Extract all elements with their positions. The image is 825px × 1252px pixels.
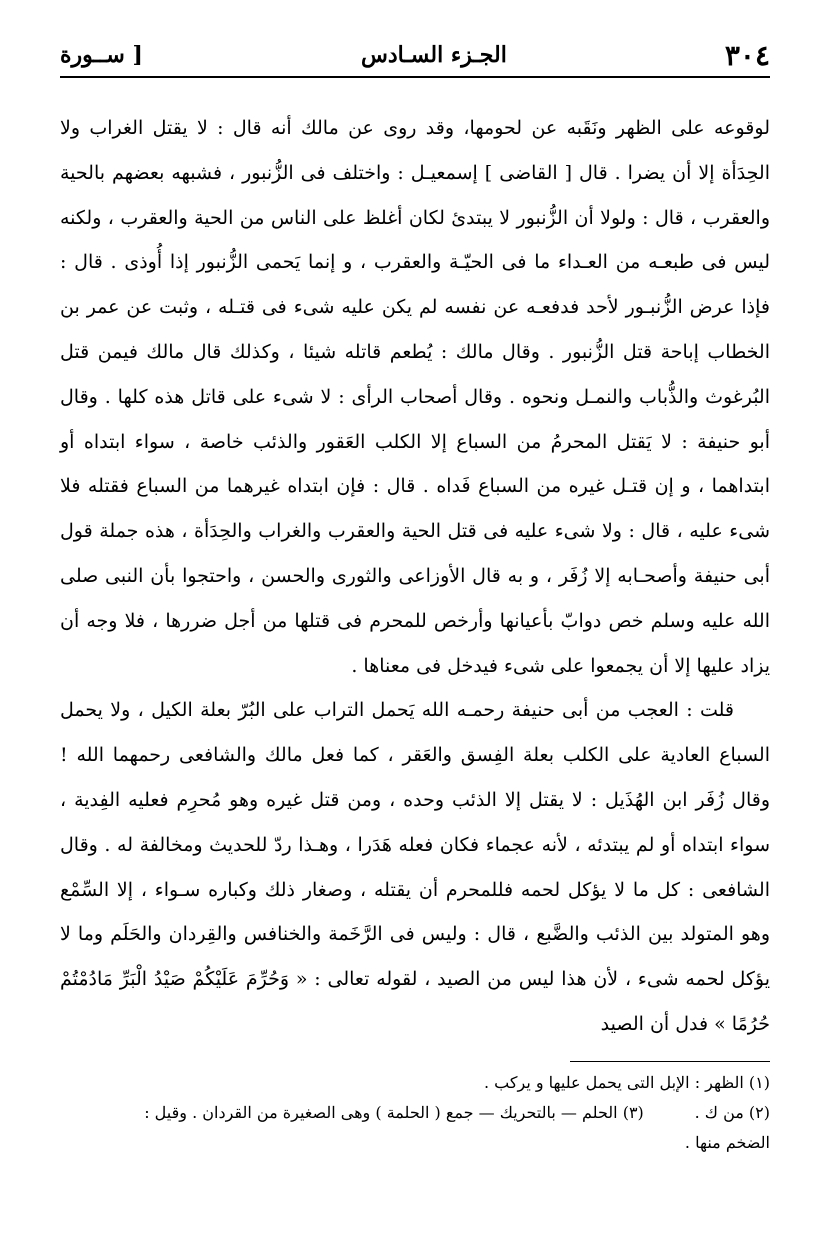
footnote-2-3: (٢) من ك . (٣) الحلم — بالتحريك — جمع ( الحلمة ) وهى الصغيرة من القردان . وقيل : bbox=[144, 1102, 770, 1122]
main-text bbox=[60, 106, 770, 1047]
header-rule bbox=[60, 76, 770, 78]
paragraph-1: لوقوعه على الظهر ونَقَبه عن لحومها، وقد روى عن مالك أنه قال : لا يقتل الغراب ولا الحِدَأة إلا أن يضرا . قال [ القاضى ] إسمعيـل : واختلف فى الزُّنبور ، فشبهه بعضهم بالحية والعقرب ، قال : ولولا أن الزُّنبور لا يبتدئ لكان أغلظ على الناس من الحية والعقرب ، ولكنه ليس فى طبعـه من العـداء ما فى الحيّـة والعقرب ، و إنما يَحمى الزُّنبور إذا أُوذى . قال : فإذا عرض الزُّنبـور لأحد فدفعـه عن نفسه لم يكن عليه شىء فى قتـله ، وثبت عن عمر بن الخطاب إباحة قتل الزُّنبور . وقال مالك : يُطعم قاتله شيئا ، وكذلك قال مالك فيمن قتل البُرغوث والذُّباب والنمـل ونحوه . وقال أصحاب الرأى : لا شىء على قاتل هذه كلها . وقال أبو حنيفة : لا يَقتل المحرمُ من السباع إلا الكلب العَقور والذئب خاصة ، سواء ابتداه أو ابتداهما ، و إن قتـل غيره من السباع فَداه . قال : فإن ابتداه غيرهما من السباع فقتله فلا شىء عليه ، قال : ولا شىء عليه فى قتل الحية والعقرب والغراب والحِدَأة ، هذه جملة قول أبى حنيفة وأصحـابه إلا زُفَر ، و به قال الأوزاعى والثورى والحسن ، واحتجوا بأن النبى صلى الله عليه وسلم خص دوابّ بأعيانها وأرخص للمحرم فى قتلها من أجل ضررها ، فلا وجه أن يزاد عليها إلا أن يجمعوا على شىء فيدخل فى معناها . bbox=[60, 117, 771, 677]
footnotes bbox=[60, 1068, 770, 1158]
surah-label: [ ســورة bbox=[60, 42, 143, 68]
footnote-3-continued: الضخم منها . bbox=[684, 1132, 770, 1152]
footnote-rule bbox=[570, 1061, 770, 1062]
part-title: الجـزء السـادس bbox=[360, 42, 507, 68]
page bbox=[60, 30, 770, 1230]
footnote-1: (١) الظهر : الإبل التى يحمل عليها و يركب . bbox=[483, 1072, 770, 1092]
paragraph-2: قلت : العجب من أبى حنيفة رحمـه الله يَحمل التراب على البُرّ بعلة الكيل ، ولا يحمل السباع العادية على الكلب بعلة الفِسق والعَقر ، كما فعل مالك والشافعى رحمهما الله ! وقال زُفَر ابن الهُذَيل : لا يقتل إلا الذئب وحده ، ومن قتل غيره وهو مُحرِم فعليه الفِدية ، سواء ابتداه أو لم يبتدئه ، لأنه عجماء فكان فعله هَدَرا ، وهـذا ردّ للحديث ومخالفة له . وقال الشافعى : كل ما لا يؤكل لحمه فللمحرم أن يقتله ، وصغار ذلك وكباره سـواء ، إلا السِّمْع وهو المتولد بين الذئب والضَّبع ، قال : وليس فى الرَّخَمة والخنافس والقِردان والحَلَم وما لا يؤكل لحمه شىء ، لأن هذا ليس من الصيد ، لقوله تعالى : « وَحُرِّمَ عَلَيْكُمْ صَيْدُ الْبَرِّ مَادُمْتُمْ حُرُمًا » فدل أن الصيد bbox=[60, 699, 770, 1035]
running-header bbox=[60, 30, 770, 80]
page-number: ٣٠٤ bbox=[724, 38, 770, 72]
